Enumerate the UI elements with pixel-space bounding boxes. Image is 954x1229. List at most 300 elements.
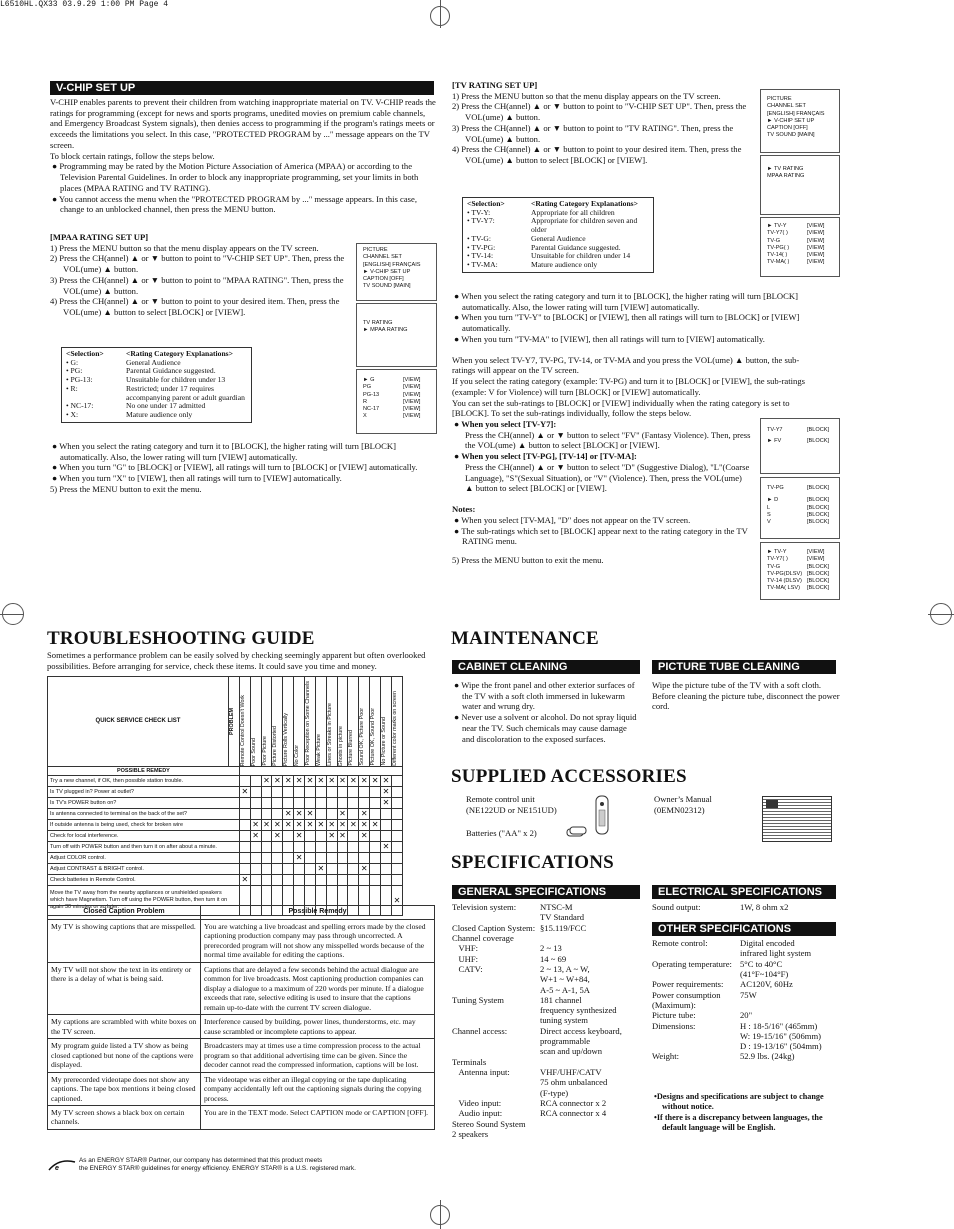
remedy-label: POSSIBLE REMEDY <box>48 767 240 776</box>
tv-screen-vchip: ► TV RATING MPAA RATING <box>760 155 840 215</box>
cc-remedy: Captions that are delayed a few seconds behind the actual dialogue are common for live broadcasts. Most captioning production companies can display a dialogue to a maximum of 220 words per minute. If a dialogue exceeds that rate, selective editing is used to insure that the captions remain up-to-date with the current TV screen dialogue. <box>201 962 435 1014</box>
empty-cell <box>348 787 359 798</box>
empty-cell <box>359 842 370 853</box>
empty-cell <box>294 798 305 809</box>
spec-row <box>452 1119 647 1129</box>
empty-cell <box>283 875 294 886</box>
empty-cell <box>381 831 392 842</box>
spec-label: CATV: <box>452 963 483 974</box>
col-head: <Selection> <box>467 199 505 208</box>
empty-cell <box>261 853 272 864</box>
cc-remedy: Interference caused by building, power lines, thunderstorms, etc. may cause scrambled or incomplete captions to appear. <box>201 1015 435 1039</box>
empty-cell <box>261 842 272 853</box>
tv-rating-table <box>462 197 654 273</box>
explanation: Unsuitable for children under 13 <box>126 375 226 385</box>
spec-row <box>452 902 647 923</box>
check-mark: ✕ <box>326 776 337 787</box>
empty-cell <box>381 820 392 831</box>
empty-cell <box>370 809 381 820</box>
empty-cell <box>305 853 316 864</box>
empty-cell <box>370 787 381 798</box>
tv-notes <box>452 291 814 419</box>
empty-cell <box>250 787 261 798</box>
explanation: Restricted; under 17 requires accompanying parent or adult guardian <box>126 383 245 402</box>
tv-para: If you select the rating category (example: TV-PG) and turn it to [BLOCK] or [VIEW], the sub-ratings (example: V for Violence) will turn [BLOCK] or [VIEW] automatically. <box>452 376 805 397</box>
empty-cell <box>272 842 283 853</box>
electrical-specs <box>652 902 842 912</box>
problem-header: No Color <box>294 677 305 767</box>
mpaa-step: 1) Press the MENU button so that the menu display appears on the TV screen. <box>50 242 319 253</box>
empty-cell <box>337 853 348 864</box>
remedy-row <box>48 875 403 886</box>
empty-cell <box>315 842 326 853</box>
empty-cell <box>294 787 305 798</box>
spec-row <box>452 995 647 1026</box>
empty-cell <box>381 853 392 864</box>
troubleshooting-title: TROUBLESHOOTING GUIDE <box>47 628 315 649</box>
spec-row <box>652 959 847 980</box>
empty-cell <box>391 875 402 886</box>
check-mark: ✕ <box>326 820 337 831</box>
rating: • TV-14: <box>467 251 494 261</box>
spec-label: Weight: <box>652 1051 679 1062</box>
note: ● When you select [TV-MA], "D" does not appear on the TV screen. <box>454 514 691 525</box>
tv-step: 1) Press the MENU button so that the menu display appears on the TV screen. <box>452 90 721 101</box>
empty-cell <box>348 864 359 875</box>
empty-cell <box>250 798 261 809</box>
problem-header: No Picture or Sound <box>381 677 392 767</box>
empty-cell <box>348 798 359 809</box>
problem-header: Picture Rolls Vertically <box>283 677 294 767</box>
tv-step: 2) Press the CH(annel) ▲ or ▼ button to point to "V-CHIP SET UP". Then, press the VOL(ume) ▲ button. <box>452 101 747 123</box>
check-mark: ✕ <box>239 875 250 886</box>
spec-label: Power requirements: <box>652 979 724 990</box>
empty-cell <box>370 831 381 842</box>
mpaa-steps <box>50 232 350 318</box>
empty-cell <box>250 864 261 875</box>
rating: • TV-Y: <box>467 207 491 217</box>
pg-head: ● When you select [TV-PG], [TV-14] or [TV-MA]: <box>454 451 637 462</box>
empty-cell <box>359 798 370 809</box>
explanation: Appropriate for children seven and older <box>531 216 638 235</box>
spec-label: 2 speakers <box>452 1128 489 1139</box>
tv-screen-menu: PICTURE CHANNEL SET [ENGLISH] FRANÇAIS ► V-CHIP SET UP CAPTION [OFF] TV SOUND [MAIN] <box>760 89 840 153</box>
registration-mark <box>930 603 952 625</box>
general-specs <box>452 902 647 1139</box>
rating: • NC-17: <box>66 401 94 411</box>
empty-cell <box>326 842 337 853</box>
remedy-text: Adjust CONTRAST & BRIGHT control. <box>48 864 240 875</box>
check-mark: ✕ <box>337 831 348 842</box>
spec-label: Tuning System <box>452 994 504 1005</box>
problem-header: Picture Blurred <box>348 677 359 767</box>
empty-cell <box>391 853 402 864</box>
cc-remedy: The videotape was either an illegal copying or the tape duplicating company accidentally left out the captioning signals during the copying process. <box>201 1072 435 1105</box>
empty-cell <box>272 787 283 798</box>
tv-step5: 5) Press the MENU button to exit the menu. <box>452 555 604 566</box>
check-mark: ✕ <box>359 809 370 820</box>
check-mark: ✕ <box>272 820 283 831</box>
spec-row <box>452 964 647 995</box>
check-mark: ✕ <box>294 820 305 831</box>
batteries-label: Batteries ("AA" x 2) <box>466 828 537 838</box>
cc-problem: My program guide listed a TV show as being closed captioned but none of the captions were displayed. <box>48 1039 201 1072</box>
mpaa-bullet: ● When you turn "G" to [BLOCK] or [VIEW], all ratings will turn to [BLOCK] or [VIEW] automatically. <box>52 462 418 473</box>
spec-row <box>452 923 647 933</box>
empty-cell <box>239 820 250 831</box>
remedy-text: Check for local interference. <box>48 831 240 842</box>
y7-text: Press the CH(annel) ▲ or ▼ button to select "FV" (Fantasy Violence). Then, press the VOL(ume) ▲ button to select [BLOCK] or [VIEW]. <box>465 429 751 451</box>
rating: • R: <box>66 383 78 393</box>
empty-cell <box>326 787 337 798</box>
spec-row <box>652 1021 847 1052</box>
mpaa-notes <box>50 441 436 495</box>
empty-cell <box>359 853 370 864</box>
empty-cell <box>337 875 348 886</box>
check-mark: ✕ <box>315 820 326 831</box>
spec-row <box>452 933 647 943</box>
picture-tube-cleaning: Wipe the picture tube of the TV with a soft cloth. Before cleaning the picture tube, disconnect the power cord. <box>652 680 840 712</box>
empty-cell <box>261 864 272 875</box>
spec-row <box>452 1108 647 1118</box>
mpaa-step: 4) Press the CH(annel) ▲ or ▼ button to point to your desired item. Then, press the VOL(ume) ▲ button to select [BLOCK] or [VIEW]. <box>50 296 340 318</box>
cc-remedy: Broadcasters may at times use a time compression process to the actual program so that additional advertising time can be given. Since the decoder cannot read the compressed information, captions will be lost. <box>201 1039 435 1072</box>
electrical-spec-title: ELECTRICAL SPECIFICATIONS <box>652 885 836 899</box>
remedy-text: Adjust COLOR control. <box>48 853 240 864</box>
remedy-row <box>48 853 403 864</box>
spec-label: VHF: <box>452 943 479 954</box>
spec-label: Operating temperature: <box>652 958 732 969</box>
problem-header: Sound OK, Picture Poor <box>359 677 370 767</box>
empty-cell <box>315 787 326 798</box>
vchip-title: V-CHIP SET UP <box>50 81 434 95</box>
vchip-intro2: To block certain ratings, follow the steps below. <box>50 150 215 161</box>
other-spec-title: OTHER SPECIFICATIONS <box>652 922 836 936</box>
check-mark: ✕ <box>239 787 250 798</box>
cc-head: Possible Remedy <box>201 906 435 920</box>
empty-cell <box>337 864 348 875</box>
tv-step: 4) Press the CH(annel) ▲ or ▼ button to point to your desired item. Then, press the VOL(ume) ▲ button to select [BLOCK] or [VIEW]. <box>452 144 742 166</box>
general-spec-title: GENERAL SPECIFICATIONS <box>452 885 640 899</box>
check-mark: ✕ <box>359 776 370 787</box>
mpaa-step: 2) Press the CH(annel) ▲ or ▼ button to point to "V-CHIP SET UP". Then, press the VOL(ume) ▲ button. <box>50 253 345 275</box>
owners-manual-label: Owner’s Manual (0EMN02312) <box>654 794 712 815</box>
empty-cell <box>391 820 402 831</box>
svg-text:e: e <box>55 1165 59 1172</box>
empty-cell <box>283 842 294 853</box>
check-mark: ✕ <box>381 787 392 798</box>
empty-cell <box>305 787 316 798</box>
remedy-text: Turn off with POWER button and then turn it on after about a minute. <box>48 842 240 853</box>
empty-cell <box>239 776 250 787</box>
check-mark: ✕ <box>370 776 381 787</box>
empty-cell <box>315 809 326 820</box>
empty-cell <box>272 853 283 864</box>
tv-bullet: ● When you turn "TV-Y" to [BLOCK] or [VIEW], then all ratings will turn to [BLOCK] or [VIEW] automatically. <box>454 312 800 334</box>
check-mark: ✕ <box>359 820 370 831</box>
empty-cell <box>250 809 261 820</box>
problem-header: Poor Picture <box>261 677 272 767</box>
mpaa-title: [MPAA RATING SET UP] <box>50 232 149 242</box>
empty-cell <box>272 798 283 809</box>
cabinet-bullet: ● Never use a solvent or alcohol. Do not spray liquid near the TV. Such chemicals may cause damage and discoloration to the exposed surfaces. <box>454 712 637 744</box>
manual-icon <box>762 796 832 842</box>
check-mark: ✕ <box>261 776 272 787</box>
problem-header: Poor Sound <box>250 677 261 767</box>
vchip-intro: V-CHIP enables parents to prevent their children from watching inappropriate material on TV. V-CHIP reads the ratings for programming (except for news and sports programs, unedited movies on premium cable channels, and Emergency Broadcast System signals), then denies access to programming if the program's ratings meets or exceeds the limitations you select. In this case, "PROTECTED PROGRAM by ..." message appears on the TV screen. <box>50 97 436 150</box>
spec-label: Remote control: <box>652 938 708 948</box>
empty-cell <box>294 864 305 875</box>
empty-cell <box>359 875 370 886</box>
tv-bullet: ● When you turn "TV-MA" to [VIEW], then all ratings will turn to [VIEW] automatically. <box>454 333 765 344</box>
remedy-text: Is TV's POWER button on? <box>48 798 240 809</box>
empty-cell <box>326 809 337 820</box>
empty-cell <box>391 842 402 853</box>
remedy-row <box>48 798 403 809</box>
spec-row <box>652 1010 847 1020</box>
spec-row <box>452 954 647 964</box>
check-mark: ✕ <box>305 820 316 831</box>
empty-cell <box>294 842 305 853</box>
problem-header: Lines or Streaks in Picture <box>326 677 337 767</box>
tv-title: [TV RATING SET UP] <box>452 80 538 90</box>
closed-caption-table <box>47 905 435 1130</box>
problem-header: Remote Control Doesn't Work <box>239 677 250 767</box>
check-mark: ✕ <box>294 776 305 787</box>
tv-screen-menu: PICTURE CHANNEL SET [ENGLISH] FRANÇAIS ► V-CHIP SET UP CAPTION [OFF] TV SOUND [MAIN] <box>356 243 437 301</box>
problem-header: Poor Reception on Some Channels <box>305 677 316 767</box>
picture-tube-cleaning-title: PICTURE TUBE CLEANING <box>652 660 836 674</box>
energy-star-text: As an ENERGY STAR® Partner, our company has determined that this product meets the ENERGY STAR® guidelines for energy efficiency. ENERGY STAR® is a U.S. registered mark. <box>79 1157 356 1173</box>
empty-cell <box>370 842 381 853</box>
spec-value: §15.119/FCC <box>540 922 587 933</box>
empty-cell <box>337 787 348 798</box>
spec-label: Power consumption (Maximum): <box>652 989 723 1010</box>
spec-value: RCA connector x 2 <box>540 1097 607 1108</box>
cabinet-cleaning-title: CABINET CLEANING <box>452 660 640 674</box>
tv-screen-vchip: TV RATING ► MPAA RATING <box>356 303 437 367</box>
cc-remedy: You are in the TEXT mode. Select CAPTION mode or CAPTION [OFF]. <box>201 1105 435 1129</box>
maintenance-title: MAINTENANCE <box>451 628 599 649</box>
battery-icon <box>566 826 588 841</box>
tv-screen-pg: TV-PG [BLOCK] ► D [BLOCK] L [BLOCK] S [BLOCK] V [BLOCK] <box>760 477 840 539</box>
accessories-title: SUPPLIED ACCESSORIES <box>451 766 687 787</box>
empty-cell <box>283 787 294 798</box>
remedy-row <box>48 831 403 842</box>
empty-cell <box>283 831 294 842</box>
empty-cell <box>359 787 370 798</box>
empty-cell <box>250 776 261 787</box>
empty-cell <box>305 842 316 853</box>
check-mark: ✕ <box>359 831 370 842</box>
registration-mark <box>430 6 450 26</box>
explanation: General Audience <box>531 233 586 243</box>
check-mark: ✕ <box>250 831 261 842</box>
spec-row <box>452 1057 647 1067</box>
mpaa-rating-table <box>61 347 252 423</box>
check-mark: ✕ <box>283 809 294 820</box>
cc-remedy: You are watching a live broadcast and spelling errors made by the closed captioning production company may pass through uncorrected. A prerecorded program will not show any misspelled words because of the normal time available for editing the captions. <box>201 919 435 962</box>
check-mark: ✕ <box>348 776 359 787</box>
empty-cell <box>348 853 359 864</box>
check-mark: ✕ <box>283 776 294 787</box>
explanation: Mature audience only <box>531 260 598 270</box>
cc-problem: My prerecorded videotape does not show any captions. The tape box mentions it being closed captioned. <box>48 1072 201 1105</box>
empty-cell <box>305 831 316 842</box>
specifications-title: SPECIFICATIONS <box>451 852 614 873</box>
spec-value: VHF/UHF/CATV 75 ohm unbalanced (F-type) <box>540 1067 608 1098</box>
tv-steps <box>452 80 752 166</box>
explanation: General Audience <box>126 357 181 367</box>
empty-cell <box>381 875 392 886</box>
print-header: L6510HL.QX33 03.9.29 1:00 PM Page 4 <box>0 0 169 9</box>
check-mark: ✕ <box>370 820 381 831</box>
cc-problem: My TV screen shows a black box on certain channels. <box>48 1105 201 1129</box>
notes-title: Notes: <box>452 504 476 515</box>
rating: • G: <box>66 357 79 367</box>
rating: • TV-G: <box>467 233 491 243</box>
empty-cell <box>261 787 272 798</box>
empty-cell <box>315 831 326 842</box>
mpaa-step: 3) Press the CH(annel) ▲ or ▼ button to point to "MPAA RATING". Then, press the VOL(ume) ▲ button. <box>50 274 344 296</box>
energy-star-logo <box>47 1156 77 1174</box>
registration-mark <box>430 1205 450 1225</box>
other-specs <box>652 938 847 1062</box>
empty-cell <box>250 875 261 886</box>
spec-value: H : 18-5/16" (465mm) W: 19-15/16" (506mm) D : 19-13/16" (504mm) <box>740 1020 822 1052</box>
remedy-row <box>48 787 403 798</box>
tv-screen-mpaa: ► G [VIEW] PG [VIEW] PG-13 [VIEW] R [VIEW] NC-17 [VIEW] X [VIEW] <box>356 369 437 434</box>
empty-cell <box>370 798 381 809</box>
spec-value: AC120V, 60Hz <box>740 979 793 990</box>
vchip-section <box>50 97 436 215</box>
tv-screen-tvrating: ► TV-Y [VIEW] TV-Y7( ) [VIEW] TV-G [VIEW] TV-PG( ) [VIEW] TV-14( ) [VIEW] TV-MA( ) [VIEW] <box>760 217 840 277</box>
empty-cell <box>326 853 337 864</box>
empty-cell <box>326 875 337 886</box>
note: ● The sub-ratings which set to [BLOCK] appear next to the rating category in the TV RATING menu. <box>454 525 748 547</box>
empty-cell <box>250 842 261 853</box>
problem-header: Picture OK, Sound Poor <box>370 677 381 767</box>
tv-step: 3) Press the CH(annel) ▲ or ▼ button to point to "TV RATING". Then, press the VOL(ume) ▲ button. <box>452 122 734 144</box>
empty-cell <box>348 809 359 820</box>
spec-label: Dimensions: <box>652 1020 696 1031</box>
vchip-bullet: ● Programming may be rated by the Motion Picture Association of America (MPAA) or according to the Television Parental Guidelines. In order to block any inappropriate programming, set your limits in both places (MPAA RATING and TV RATING). <box>52 161 419 193</box>
spec-value: 52.9 lbs. (24kg) <box>740 1051 795 1062</box>
spec-notes: •Designs and specifications are subject to change without notice. •If there is a discrepancy between languages, the default language will be English. <box>654 1092 824 1132</box>
spec-value: 5°C to 40°C (41°F~104°F) <box>740 958 789 979</box>
registration-mark <box>2 603 24 625</box>
remedy-row <box>48 864 403 875</box>
col-head: <Rating Category Explanations> <box>126 349 233 358</box>
empty-cell <box>315 798 326 809</box>
empty-cell <box>305 875 316 886</box>
empty-cell <box>391 787 402 798</box>
cc-problem: My TV will not show the text in its entirety or there is a delay of what is being said. <box>48 962 201 1014</box>
empty-cell <box>391 831 402 842</box>
spec-label: Terminals <box>452 1056 487 1067</box>
remedy-row <box>48 809 403 820</box>
spec-label: Closed Caption System: <box>452 922 536 933</box>
spec-label: Picture tube: <box>652 1010 696 1021</box>
y7-head: ● When you select [TV-Y7]: <box>454 419 557 429</box>
empty-cell <box>250 853 261 864</box>
check-mark: ✕ <box>326 831 337 842</box>
problem-header: Ghosts in picture <box>337 677 348 767</box>
explanation: Appropriate for all children <box>531 207 615 217</box>
qs-title: QUICK SERVICE CHECK LIST <box>48 677 229 767</box>
tv-screen-y7: TV-Y7 [BLOCK] ► FV [BLOCK] <box>760 418 840 474</box>
remedy-text: If outside antenna is being used, check for broken wire <box>48 820 240 831</box>
spec-value: 75W <box>740 989 757 1000</box>
spec-row <box>652 1051 847 1061</box>
explanation: Mature audience only <box>126 410 193 420</box>
empty-cell <box>391 776 402 787</box>
empty-cell <box>391 864 402 875</box>
empty-cell <box>305 798 316 809</box>
check-mark: ✕ <box>391 886 402 916</box>
cc-problem: My TV is showing captions that are misspelled. <box>48 919 201 962</box>
empty-cell <box>348 831 359 842</box>
check-mark: ✕ <box>294 853 305 864</box>
empty-cell <box>261 798 272 809</box>
check-mark: ✕ <box>250 820 261 831</box>
empty-cell <box>261 875 272 886</box>
explanation: Unsuitable for children under 14 <box>531 251 631 261</box>
spec-label: Video input: <box>452 1097 502 1108</box>
spec-label: Channel coverage <box>452 932 514 943</box>
spec-row <box>452 1067 647 1098</box>
empty-cell <box>239 842 250 853</box>
empty-cell <box>294 875 305 886</box>
empty-cell <box>272 875 283 886</box>
remedy-row <box>48 842 403 853</box>
spec-value: 181 channel frequency synthesized tuning system <box>540 994 617 1026</box>
cabinet-cleaning <box>452 680 640 744</box>
empty-cell <box>315 853 326 864</box>
problem-header: Different color marks on screen <box>391 677 402 767</box>
empty-cell <box>239 809 250 820</box>
empty-cell <box>326 864 337 875</box>
empty-cell <box>348 842 359 853</box>
remedy-row <box>48 776 403 787</box>
tv-subratings <box>452 419 752 566</box>
tv-para: You can set the sub-ratings to [BLOCK] or [VIEW] individually when the rating category is set to [BLOCK]. To set the sub-ratings individually, follow the steps below. <box>452 397 790 419</box>
spec-value: 14 ~ 69 <box>540 953 567 964</box>
mpaa-step5: 5) Press the MENU button to exit the menu. <box>50 483 202 494</box>
spec-row <box>452 1026 647 1057</box>
remedy-text: Check batteries in Remote Control. <box>48 875 240 886</box>
empty-cell <box>381 809 392 820</box>
col-head: <Rating Category Explanations> <box>531 199 638 208</box>
rating: • PG: <box>66 366 83 376</box>
troubleshooting-intro: Sometimes a performance problem can be easily solved by checking seemingly apparent but often overlooked possibilities. Before arranging for service, check these items. It could save you time and money. <box>47 650 426 671</box>
spec-value: RCA connector x 4 <box>540 1108 607 1119</box>
spec-label: Stereo Sound System <box>452 1118 526 1129</box>
spec-label: Antenna input: <box>452 1067 510 1077</box>
cc-problem: My captions are scrambled with white boxes on the TV screen. <box>48 1015 201 1039</box>
remedy-text: Is antenna connected to terminal on the back of the set? <box>48 809 240 820</box>
empty-cell <box>283 798 294 809</box>
spec-row <box>652 979 847 989</box>
check-mark: ✕ <box>272 831 283 842</box>
empty-cell <box>337 798 348 809</box>
rating: • X: <box>66 410 79 420</box>
col-head: <Selection> <box>66 349 104 358</box>
remedy-text: Try a new channel, if OK, then possible station trouble. <box>48 776 240 787</box>
spec-label: Sound output: <box>652 902 701 912</box>
problem-header: Picture Distorted <box>272 677 283 767</box>
check-mark: ✕ <box>261 820 272 831</box>
